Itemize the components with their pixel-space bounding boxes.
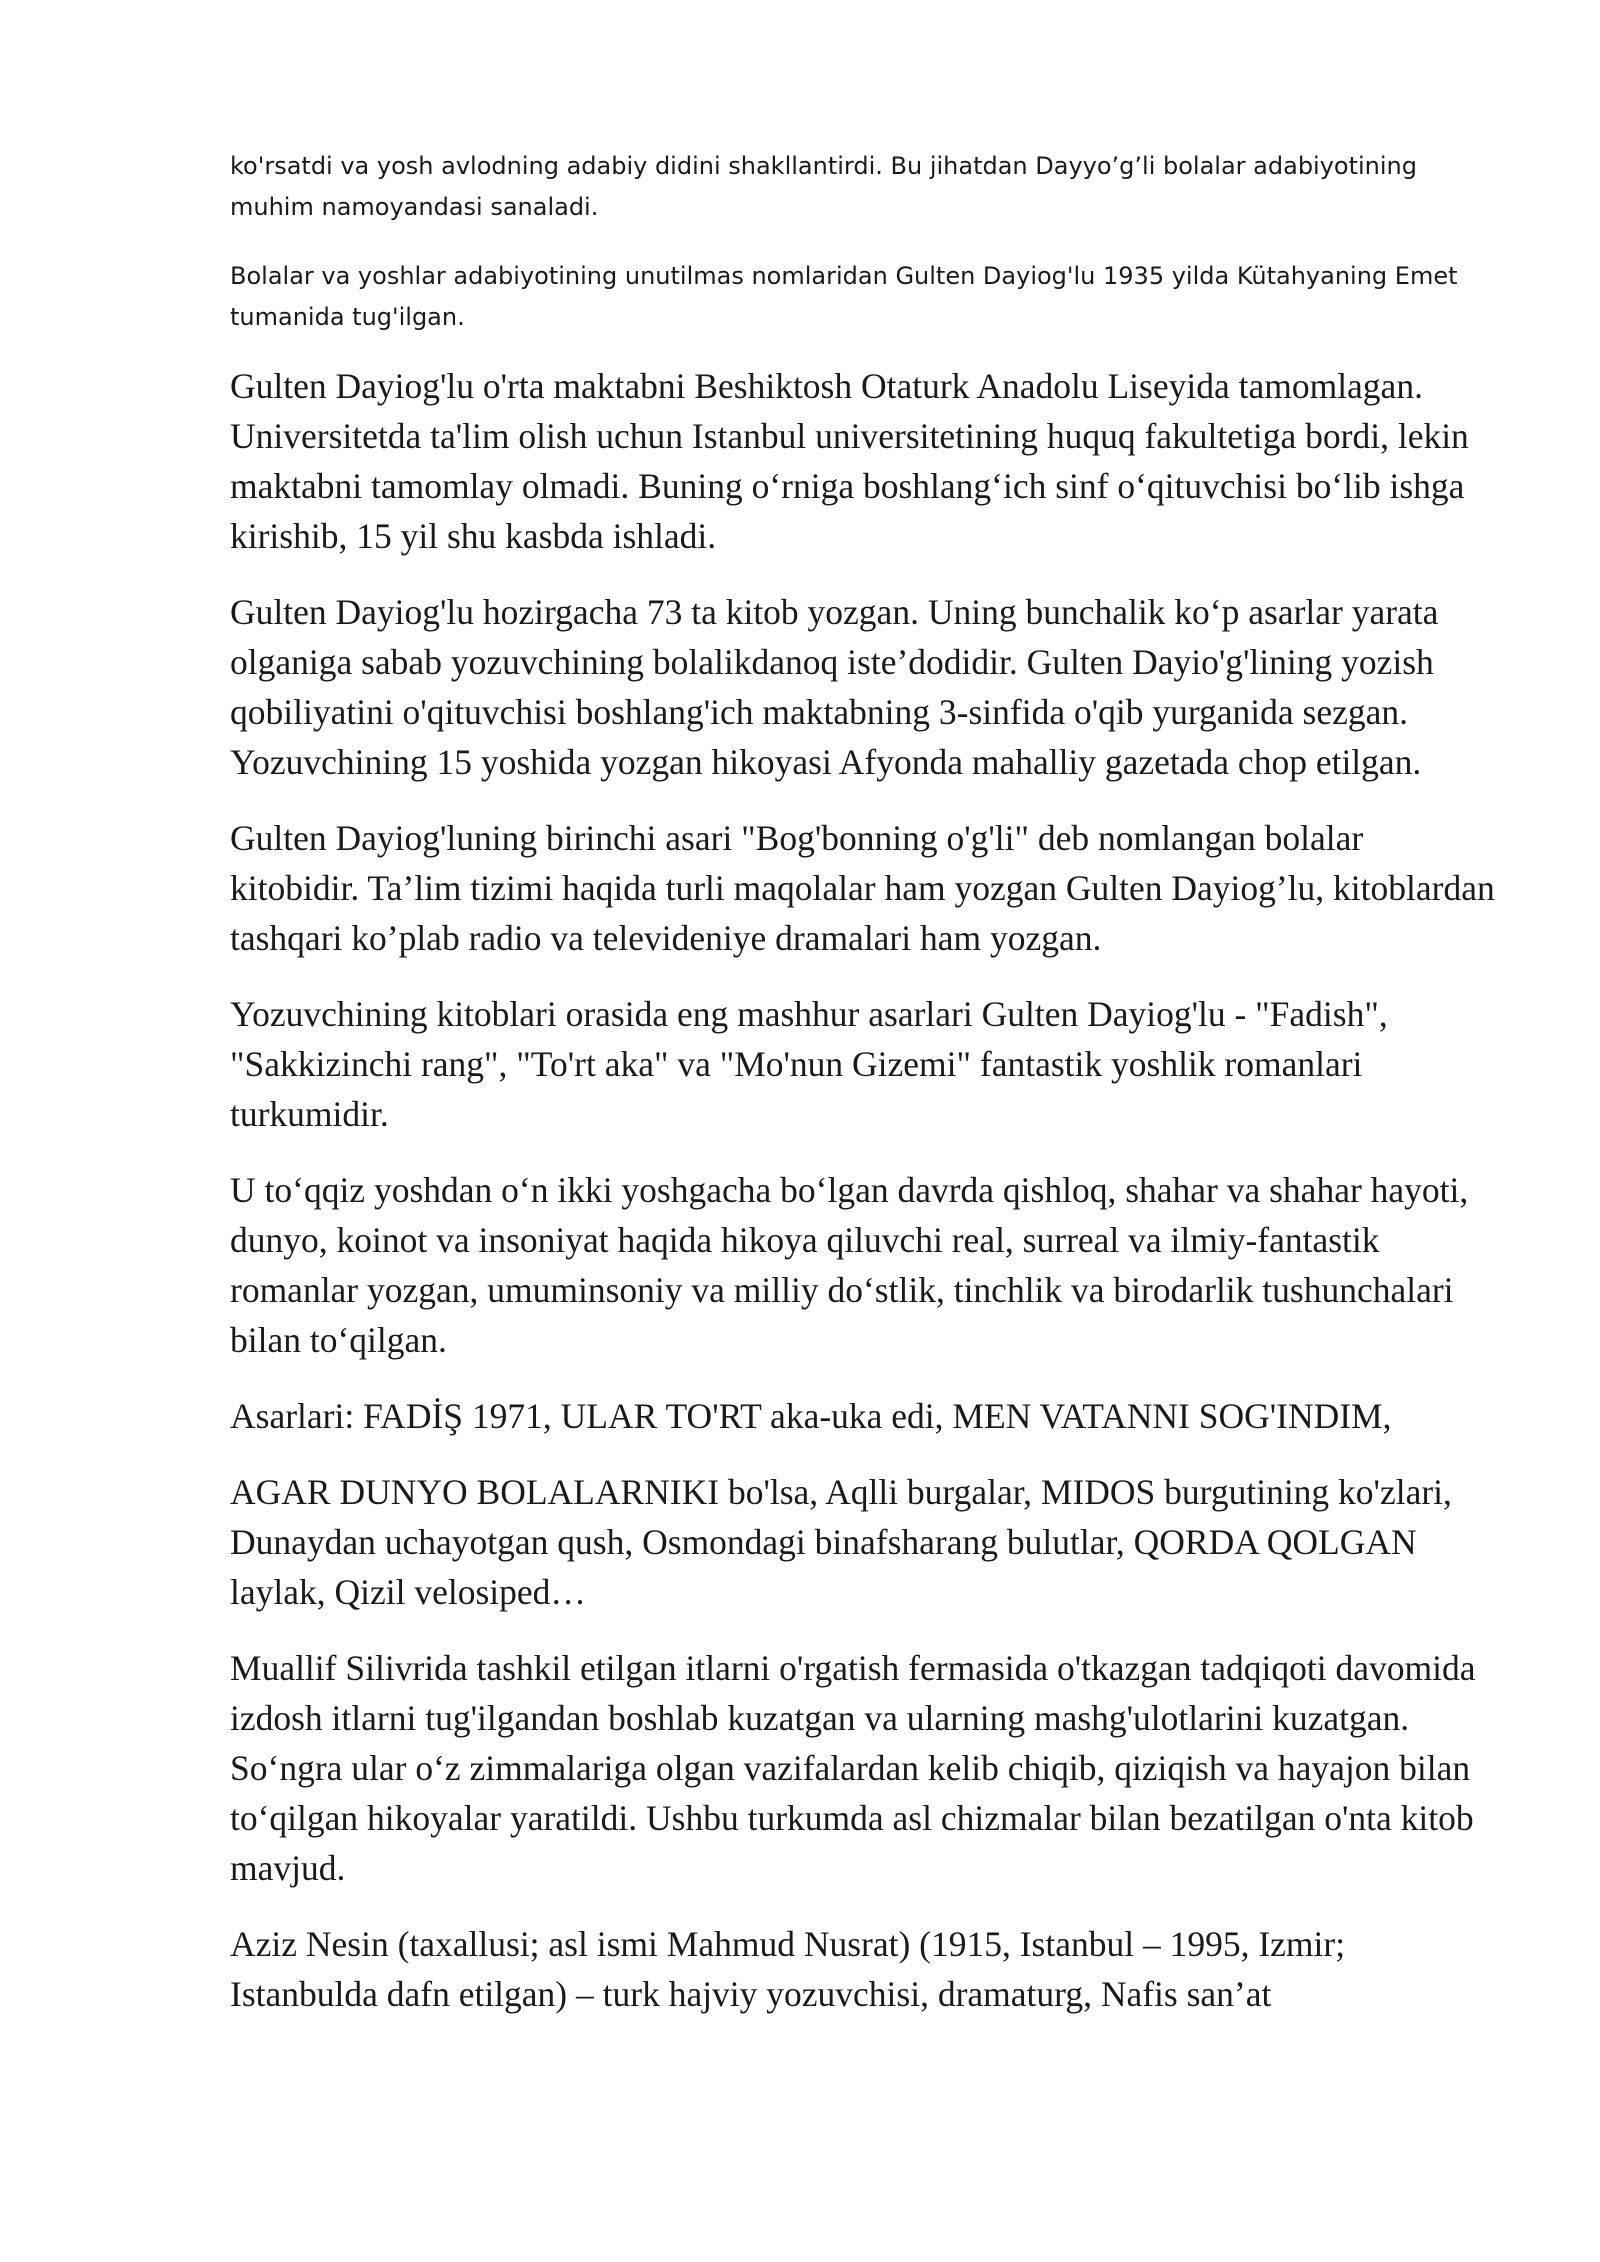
paragraph-intro-continuation: ko'rsatdi va yosh avlodning adabiy didini shakllantirdi. Bu jihatdan Dayyo’g’li bolalar adabiyotining muhim namoyandasi sanaladi. — [230, 152, 1418, 221]
paragraph-dog-training-research: Muallif Silivrida tashkil etilgan itlarni o'rgatish fermasida o'tkazgan tadqiqoti davomida izdosh itlarni tug'ilgandan boshlab kuzatgan va ularning mashg'ulotlarini kuzatgan. So‘ngra ular o‘z zimmalariga olgan vazifalardan kelib chiqib, qiziqish va hayajon bilan to‘qilgan hikoyalar yaratildi. Ushbu turkumda asl chizmalar bilan bezatilgan o'nta kitob mavjud. — [230, 1648, 1476, 1888]
paragraph-novels-themes: U to‘qqiz yoshdan o‘n ikki yoshgacha bo‘lgan davrda qishloq, shahar va shahar hayoti, dunyo, koinot va insoniyat haqida hikoya qiluvchi real, surreal va ilmiy-fantastik romanlar yozgan, umuminsoniy va milliy do‘stlik, tinchlik va birodarlik tushunchalari bilan to‘qilgan. — [230, 1170, 1469, 1360]
paragraph-famous-works: Yozuvchining kitoblari orasida eng mashhur asarlari Gulten Dayiog'lu - "Fadish", "Sakkizinchi rang", "To'rt aka" va "Mo'nun Gizemi" fantastik yoshlik romanlari turkumidir. — [230, 994, 1388, 1134]
document-body — [230, 146, 1500, 2045]
paragraph-books-count: Gulten Dayiog'lu hozirgacha 73 ta kitob yozgan. Uning bunchalik ko‘p asarlar yarata olganiga sabab yozuvchining bolalikdanoq iste’dodidir. Gulten Dayio'g'lining yozish qobiliyatini o'qituvchisi boshlang'ich maktabning 3-sinfida o'qib yurganida sezgan. Yozuvchining 15 yoshida yozgan hikoyasi Afyonda mahalliy gazetada chop etilgan. — [230, 592, 1439, 782]
paragraph-aziz-nesin: Aziz Nesin (taxallusi; asl ismi Mahmud Nusrat) (1915, Istanbul – 1995, Izmir; Istanbulda dafn etilgan) – turk hajviy yozuvchisi, dramaturg, Nafis san’at — [230, 1924, 1346, 2014]
paragraph-first-work: Gulten Dayiog'luning birinchi asari "Bog'bonning o'g'li" deb nomlangan bolalar kitobidir. Ta’lim tizimi haqida turli maqolalar ham yozgan Gulten Dayiog’lu, kitoblardan tashqari ko’plab radio va televideniye dramalari ham yozgan. — [230, 818, 1495, 958]
paragraph-education: Gulten Dayiog'lu o'rta maktabni Beshiktosh Otaturk Anadolu Liseyida tamomlagan. Universitetda ta'lim olish uchun Istanbul universitetining huquq fakultetiga bordi, lekin maktabni tamomlay olmadi. Buning o‘rniga boshlang‘ich sinf o‘qituvchisi bo‘lib ishga kirishib, 15 yil shu kasbda ishladi. — [230, 366, 1469, 556]
paragraph-works-list-start: Asarlari: FADİŞ 1971, ULAR TO'RT aka-uka edi, MEN VATANNI SOG'INDIM, — [230, 1396, 1392, 1436]
paragraph-birth-info: Bolalar va yoshlar adabiyotining unutilmas nomlaridan Gulten Dayiog'lu 1935 yilda Kütahyaning Emet tumanida tug'ilgan. — [230, 262, 1458, 331]
paragraph-works-list-continued: AGAR DUNYO BOLALARNIKI bo'lsa, Aqlli burgalar, MIDOS burgutining ko'zlari, Dunaydan uchayotgan qush, Osmondagi binafsharang bulutlar, QORDA QOLGAN laylak, Qizil velosiped… — [230, 1472, 1452, 1612]
